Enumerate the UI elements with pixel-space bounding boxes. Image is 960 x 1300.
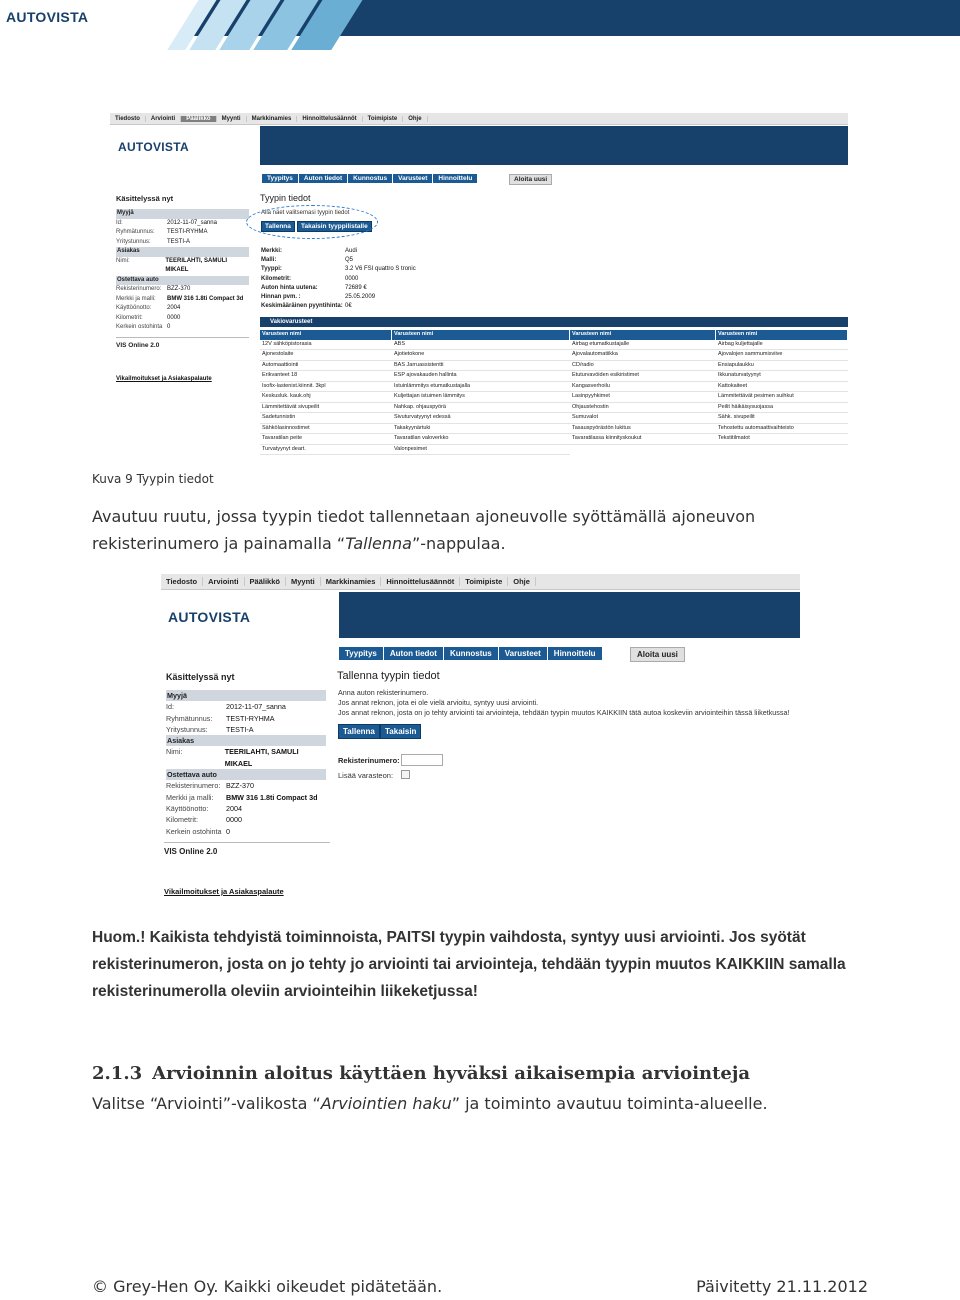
text-run: ” ja toiminto avautuu toiminta-alueelle. [451, 1094, 768, 1113]
menu-item[interactable]: Ohje [403, 116, 427, 122]
equipment-item: Etuturvavöiden esikiristimet [570, 371, 716, 382]
equipment-item: Tavaratilan peite [260, 434, 392, 445]
field-value: 2012-11-07_sanna [167, 219, 217, 226]
equipment-item: Sähk. sivupeilit [716, 413, 848, 424]
equipment-item: Sivuturvatyynyt edessä [392, 413, 570, 424]
field-value: TEERILAHTI, SAMULI MIKAEL [165, 257, 228, 273]
equipment-item: Kangasverhoilu [570, 382, 716, 393]
field-label: Nimi: [116, 257, 130, 264]
section-title: Arvioinnin aloitus käyttäen hyväksi aikaisempia arviointeja [152, 1063, 751, 1084]
menu-item[interactable]: Päälikkö [181, 116, 216, 122]
equipment-item: Istuinlämmitys etumatkustajalla [392, 382, 570, 393]
field-value: 0000 [226, 815, 242, 825]
feedback-link[interactable]: Vikailmoitukset ja Asiakaspalaute [164, 887, 284, 896]
section-auto: Ostettava auto [166, 769, 326, 780]
field-value: BMW 316 1.8ti Compact 3d [226, 792, 318, 802]
menu-item[interactable]: Myynti [286, 577, 321, 586]
detail-label: Keskimääräinen pyyntihinta: [261, 303, 343, 310]
tab-tyypitys[interactable]: Tyypitys [339, 647, 384, 660]
detail-label: Auton hinta uutena: [261, 284, 318, 291]
equipment-item: Ikkunaturvatyynyt [716, 371, 848, 382]
menu-item[interactable]: Toimipiste [460, 577, 508, 586]
field-label: Kerkein ostohinta [116, 324, 163, 330]
detail-value: 72689 € [345, 284, 367, 291]
divider [116, 337, 249, 338]
detail-label: Merkki: [261, 248, 283, 254]
equipment-item [716, 445, 848, 456]
field-label: Ryhmätunnus: [166, 713, 213, 723]
section-myyja: Myyjä [116, 209, 249, 219]
tab-tyypitys[interactable]: Tyypitys [262, 174, 299, 183]
field-label: Rekisterinumero: [166, 781, 221, 791]
emphasis: Tallenna [345, 534, 412, 553]
field-label: Id: [166, 702, 174, 712]
equipment-item: Isofix-lastenist.kiinnit. 3kpl [260, 382, 392, 393]
tab-auton-tiedot[interactable]: Auton tiedot [299, 174, 348, 183]
section-heading [92, 1063, 750, 1084]
equipment-item: Keskusluk. kauk.ohj [260, 392, 392, 403]
equipment-item: Lämmitettävät sivupeilit [260, 403, 392, 414]
field-value: TEERILAHTI, SAMULI MIKAEL [224, 747, 299, 768]
menu-item[interactable]: Myynti [217, 116, 247, 122]
section-myyja: Myyjä [166, 690, 326, 701]
equipment-item: Kattokaiteet [716, 382, 848, 393]
tab-kunnostus[interactable]: Kunnostus [348, 174, 393, 183]
paragraph-intro [92, 503, 892, 557]
field-label: Käyttöönotto: [166, 803, 209, 813]
add-equipment-label: Lisää varasteon: [338, 771, 394, 780]
field-label: Yritystunnus: [166, 724, 208, 734]
equipment-column-header: Varusteen nimi [260, 330, 392, 340]
equipment-item: Sumuvalot [570, 413, 716, 424]
content-title: Tyypin tiedot [260, 193, 311, 203]
detail-label: Hinnan pvm. : [261, 294, 301, 301]
menu-item[interactable]: Markkinamies [247, 116, 298, 122]
field-label: Yritystunnus: [116, 238, 151, 245]
page-header [0, 0, 960, 36]
equipment-item: Nahkap. ohjauspyörä [392, 403, 570, 414]
save-button[interactable]: Tallenna [261, 221, 295, 232]
highlight-ellipse [246, 205, 378, 239]
tab-bar [339, 647, 603, 660]
help-line: Jos annat reknon, josta on jo tehty arviointi tai arviointeja, tehdään tyypin muutos KAIKKIIN tätä autoa koskeviin arviointeihin tässä liiketkussa! [338, 708, 790, 717]
field-value: TESTI-RYHMA [226, 713, 275, 723]
tab-hinnoittelu[interactable]: Hinnoittelu [548, 647, 603, 660]
footer-updated: Päivitetty 21.11.2012 [696, 1277, 868, 1296]
screenshot-save-type [161, 574, 800, 900]
paragraph-instructions [92, 1090, 892, 1117]
app-logo: AUTOVISTA [168, 609, 251, 625]
equipment-table [260, 330, 848, 455]
equipment-column-header: Varusteen nimi [392, 330, 570, 340]
menu-item[interactable]: Tiedosto [110, 116, 146, 122]
equipment-item: Tavaratilan valoverkko [392, 434, 570, 445]
back-button[interactable]: Takaisin [380, 724, 421, 739]
tab-kunnostus[interactable]: Kunnostus [444, 647, 499, 660]
field-value: 0000 [167, 314, 181, 321]
reg-number-label: Rekisterinumero: [338, 756, 400, 765]
menu-item[interactable]: Markkinamies [321, 577, 382, 586]
equipment-item: Takakyynärtuki [392, 424, 570, 435]
detail-value: Audi [345, 248, 358, 254]
field-label: Merkki ja malli: [166, 792, 214, 802]
equipment-item: Lämmitettävät pesimen suihkut [716, 392, 848, 403]
reg-number-input[interactable] [401, 754, 443, 766]
field-value: 0 [226, 826, 230, 836]
content-title: Tallenna tyypin tiedot [337, 670, 440, 682]
back-to-type-list-button[interactable]: Takaisin tyyppilistalle [297, 221, 372, 232]
field-value: 2004 [226, 803, 242, 813]
vis-version: VIS Online 2.0 [164, 847, 218, 856]
menu-item[interactable]: Ohje [508, 577, 536, 586]
field-label: Merkki ja malli: [116, 295, 156, 302]
menu-bar [161, 574, 800, 590]
equipment-item: Tasauspyörästön lukitus [570, 424, 716, 435]
tab-bar [262, 174, 478, 183]
equipment-item: Tehostettu automaattivaihteisto [716, 424, 848, 435]
menu-item[interactable]: Päälikkö [245, 577, 286, 586]
equipment-item: Ohjaustehostin [570, 403, 716, 414]
menu-bar [110, 113, 848, 125]
equipment-item: Ajonestolaite [260, 350, 392, 361]
equipment-item: ABS [392, 340, 570, 351]
field-value: 0 [167, 324, 171, 330]
equipment-column-header: Varusteen nimi [716, 330, 848, 340]
screenshot-type-details [110, 113, 848, 452]
equipment-item: Peilit häikäisysuojassa [716, 403, 848, 414]
type-details [261, 247, 416, 311]
section-auto: Ostettava auto [116, 276, 249, 286]
equipment-item: Ajovalautomatiikka [570, 350, 716, 361]
tab-auton-tiedot[interactable]: Auton tiedot [384, 647, 444, 660]
field-label: Kilometrit: [116, 314, 143, 321]
help-text [338, 688, 789, 718]
field-label: Nimi: [166, 747, 183, 757]
equipment-item: Kuljettajan istuimen lämmitys [392, 392, 570, 403]
important-note: Huom.! Kaikista tehdyistä toiminnoista, PAITSI tyypin vaihdosta, syntyy uusi arviointi. Jos syötät rekisterinumeron, josta on jo tehty jo arviointi tai arviointeja, tehdään tyypin muutos KAIKKIIN samalla rekisterinumerolla oleviin arviointeihin liikeketjussa! [92, 929, 846, 1000]
field-label: Käyttöönotto: [116, 305, 152, 311]
equipment-column-header: Varusteen nimi [570, 330, 716, 340]
menu-item[interactable]: Arviointi [146, 116, 181, 122]
app-logo: AUTOVISTA [118, 140, 189, 154]
type-hint: Alla näet valitsemasi tyypin tiedot [261, 210, 350, 216]
equipment-item: BAS Jarruassistentti [392, 361, 570, 372]
figure-caption: Kuva 9 Tyypin tiedot [92, 472, 214, 486]
field-label: Kilometrit: [166, 815, 198, 825]
emphasis: Arviointien haku [320, 1094, 452, 1113]
new-evaluation-button[interactable]: Aloita uusi [509, 174, 552, 185]
current-case-panel [116, 209, 249, 333]
field-value: TESTI-RYHMA [167, 229, 208, 235]
field-value: BMW 316 1.8ti Compact 3d [167, 295, 244, 302]
current-case-panel [166, 690, 326, 837]
detail-label: Tyyppi: [261, 266, 282, 273]
field-label: Id: [116, 219, 123, 226]
equipment-item: CD/radio [570, 361, 716, 372]
equipment-item: ESP ajovakauden hallinta [392, 371, 570, 382]
equipment-item: Turvatyynyt deart. [260, 445, 392, 456]
equipment-item: Airbag kuljettajalle [716, 340, 848, 351]
equipment-item: Ajotietokone [392, 350, 570, 361]
equipment-item: Automaattiointi [260, 361, 392, 372]
paragraph-line [92, 530, 892, 557]
field-label: Kerkein ostohinta [166, 826, 222, 836]
left-panel-title: Käsittelyssä nyt [116, 194, 174, 203]
section-asiakas: Asiakas [116, 247, 249, 257]
feedback-link[interactable]: Vikailmoitukset ja Asiakaspalaute [116, 376, 212, 382]
menu-item[interactable]: Hinnoittelusäännöt [381, 577, 460, 586]
save-button[interactable]: Tallenna [338, 724, 380, 739]
equipment-item: Sähkölasinnostimet [260, 424, 392, 435]
left-panel-title: Käsittelyssä nyt [166, 672, 235, 682]
tab-varusteet[interactable]: Varusteet [499, 647, 548, 660]
tab-varusteet[interactable]: Varusteet [393, 174, 433, 183]
banner [339, 592, 800, 638]
detail-value: 0€ [345, 303, 352, 310]
field-label: Rekisterinumero: [116, 286, 162, 292]
new-evaluation-button[interactable]: Aloita uusi [630, 647, 685, 662]
field-value: TESTI-A [226, 724, 254, 734]
section-number: 2.1.3 [92, 1063, 143, 1084]
banner [260, 126, 848, 165]
equipment-item: Lasinpyyhkimet [570, 392, 716, 403]
detail-value: 25.05.2009 [345, 294, 376, 301]
menu-item[interactable]: Arviointi [203, 577, 244, 586]
equipment-item [570, 445, 716, 456]
text-run: ”-nappulaa. [411, 534, 506, 553]
section-asiakas: Asiakas [166, 735, 326, 746]
field-value: BZZ-370 [226, 781, 254, 791]
equipment-item: 12V sähköpistorasia [260, 340, 392, 351]
detail-label: Malli: [261, 257, 277, 264]
detail-value: 3.2 V6 FSI quattro S tronic [345, 266, 416, 273]
detail-value: Q5 [345, 257, 354, 264]
help-line: Jos annat reknon, jota ei ole vielä arvioitu, syntyy uusi arviointi. [338, 698, 539, 707]
equipment-header: Vakiovarusteet [260, 317, 848, 327]
equipment-item: Valonpesimet [392, 445, 570, 456]
field-value: BZZ-370 [167, 286, 191, 292]
equipment-item: Ajovalojen sammumisviive [716, 350, 848, 361]
detail-value: 0000 [345, 275, 359, 282]
menu-item[interactable]: Toimipiste [363, 116, 404, 122]
detail-label: Kilometrit: [261, 275, 291, 282]
tab-hinnoittelu[interactable]: Hinnoittelu [433, 174, 478, 183]
equipment-item: Tekstitilmatot [716, 434, 848, 445]
divider [164, 842, 330, 843]
field-label: Ryhmätunnus: [116, 229, 155, 235]
help-line: Anna auton rekisterinumero. [338, 688, 429, 697]
header-logo: AUTOVISTA [6, 9, 89, 25]
vis-version: VIS Online 2.0 [116, 342, 160, 349]
menu-item[interactable]: Hinnoittelusäännöt [297, 116, 362, 122]
text-run: rekisterinumero ja painamalla “ [92, 534, 346, 553]
menu-item[interactable]: Tiedosto [161, 577, 203, 586]
equipment-item: Airbag etumatkustajalle [570, 340, 716, 351]
paragraph-line: Avautuu ruutu, jossa tyypin tiedot tallennetaan ajoneuvolle syöttämällä ajoneuvon [92, 507, 756, 526]
field-value: 2004 [167, 305, 181, 311]
equipment-item: Ensiapulaukku [716, 361, 848, 372]
field-value: TESTI-A [167, 238, 191, 245]
add-equipment-checkbox[interactable] [401, 770, 410, 779]
equipment-item: Sadetunnistin [260, 413, 392, 424]
equipment-item: Tavaratilassa kiinnityskoukut [570, 434, 716, 445]
field-value: 2012-11-07_sanna [226, 702, 286, 712]
equipment-item: Erikvanteet 18 [260, 371, 392, 382]
footer-copyright: © Grey-Hen Oy. Kaikki oikeudet pidätetään. [92, 1277, 443, 1296]
text-run: Valitse “Arviointi”-valikosta “ [92, 1094, 321, 1113]
